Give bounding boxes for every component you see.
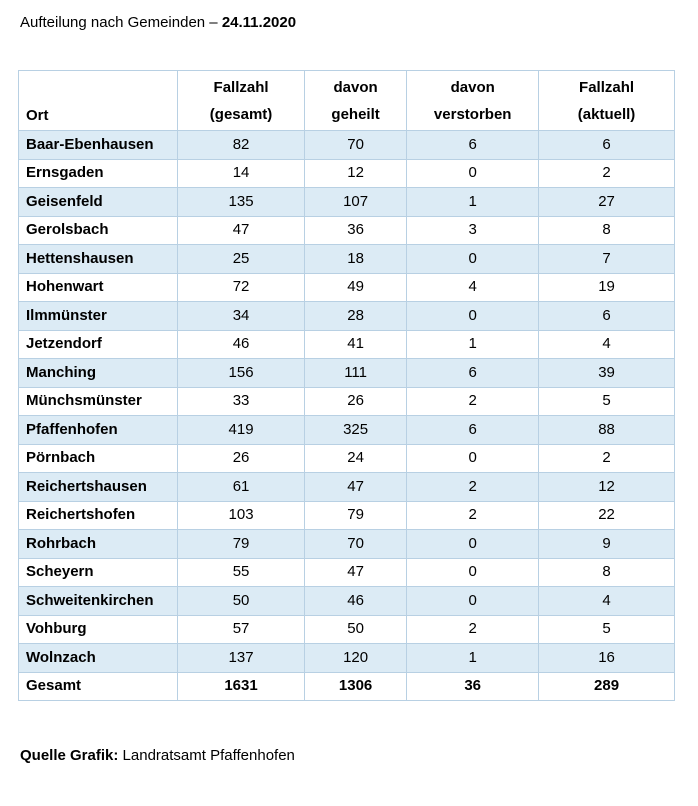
cell-gesamt: 82: [178, 131, 305, 160]
cell-verstorben: 4: [407, 273, 539, 302]
cell-verstorben: 2: [407, 473, 539, 502]
cell-verstorben: 6: [407, 131, 539, 160]
table-row: [19, 416, 675, 445]
cell-name: Wolnzach: [19, 644, 178, 673]
cell-gesamt: 25: [178, 245, 305, 274]
cell-aktuell: 27: [539, 188, 675, 217]
table-row: [19, 273, 675, 302]
cell-geheilt: 26: [304, 387, 406, 416]
cell-geheilt: 79: [304, 501, 406, 530]
source-text: Landratsamt Pfaffenhofen: [118, 747, 295, 764]
table-row: [19, 387, 675, 416]
cell-aktuell: 39: [539, 359, 675, 388]
cell-verstorben: 0: [407, 245, 539, 274]
cell-name: Jetzendorf: [19, 330, 178, 359]
cell-name: Vohburg: [19, 615, 178, 644]
cell-name: Schweitenkirchen: [19, 587, 178, 616]
cell-verstorben: 0: [407, 159, 539, 188]
cell-verstorben: 2: [407, 387, 539, 416]
cell-name: Scheyern: [19, 558, 178, 587]
cell-gesamt: 419: [178, 416, 305, 445]
cell-gesamt: 26: [178, 444, 305, 473]
cell-gesamt: 103: [178, 501, 305, 530]
cell-aktuell: 5: [539, 615, 675, 644]
source-label: Quelle Grafik:: [20, 747, 119, 764]
header-fallzahl-aktuell: Fallzahl (aktuell): [539, 71, 675, 131]
table-row: [19, 587, 675, 616]
table-row: [19, 359, 675, 388]
cell-gesamt: 72: [178, 273, 305, 302]
cell-name: Pfaffenhofen: [19, 416, 178, 445]
table-row: [19, 615, 675, 644]
cell-geheilt: 47: [304, 473, 406, 502]
cell-gesamt: 33: [178, 387, 305, 416]
cell-aktuell: 6: [539, 131, 675, 160]
cell-gesamt: 50: [178, 587, 305, 616]
cell-name: Gerolsbach: [19, 216, 178, 245]
cell-aktuell: 6: [539, 302, 675, 331]
cell-gesamt: 55: [178, 558, 305, 587]
cell-geheilt: 28: [304, 302, 406, 331]
table-row: [19, 302, 675, 331]
table-row: [19, 644, 675, 673]
cell-verstorben: 3: [407, 216, 539, 245]
table-row: [19, 330, 675, 359]
cell-geheilt: 12: [304, 159, 406, 188]
cell-geheilt: 70: [304, 530, 406, 559]
table-total-row: [19, 672, 675, 701]
header-ort: Ort: [19, 71, 178, 131]
cell-gesamt: 14: [178, 159, 305, 188]
table-row: [19, 444, 675, 473]
cell-verstorben: 36: [407, 672, 539, 701]
cell-geheilt: 47: [304, 558, 406, 587]
cell-gesamt: 79: [178, 530, 305, 559]
cell-geheilt: 49: [304, 273, 406, 302]
cell-name: Rohrbach: [19, 530, 178, 559]
table-row: [19, 530, 675, 559]
cell-name: Pörnbach: [19, 444, 178, 473]
cell-verstorben: 1: [407, 644, 539, 673]
cell-geheilt: 120: [304, 644, 406, 673]
cell-verstorben: 0: [407, 302, 539, 331]
cases-table: [18, 70, 675, 701]
table-header: [19, 71, 675, 131]
cell-aktuell: 16: [539, 644, 675, 673]
table-row: [19, 501, 675, 530]
cell-name: Hohenwart: [19, 273, 178, 302]
cell-verstorben: 0: [407, 530, 539, 559]
cell-geheilt: 107: [304, 188, 406, 217]
cell-name: Ernsgaden: [19, 159, 178, 188]
source-note: [20, 746, 295, 766]
cell-geheilt: 18: [304, 245, 406, 274]
cell-aktuell: 12: [539, 473, 675, 502]
heading-prefix: Aufteilung nach Gemeinden –: [20, 14, 222, 31]
table-row: [19, 188, 675, 217]
cell-geheilt: 50: [304, 615, 406, 644]
table-row: [19, 473, 675, 502]
cell-verstorben: 1: [407, 330, 539, 359]
cell-gesamt: 135: [178, 188, 305, 217]
cell-verstorben: 0: [407, 587, 539, 616]
cell-aktuell: 8: [539, 216, 675, 245]
table-row: [19, 216, 675, 245]
cell-geheilt: 36: [304, 216, 406, 245]
cell-gesamt: 46: [178, 330, 305, 359]
cell-verstorben: 6: [407, 416, 539, 445]
table-row: [19, 131, 675, 160]
cell-verstorben: 2: [407, 501, 539, 530]
cell-aktuell: 22: [539, 501, 675, 530]
cell-geheilt: 325: [304, 416, 406, 445]
table-row: [19, 159, 675, 188]
cell-gesamt: 1631: [178, 672, 305, 701]
cell-name: Reichertshausen: [19, 473, 178, 502]
cell-verstorben: 2: [407, 615, 539, 644]
cell-geheilt: 46: [304, 587, 406, 616]
header-fallzahl-gesamt: Fallzahl (gesamt): [178, 71, 305, 131]
header-geheilt: davon geheilt: [304, 71, 406, 131]
cell-geheilt: 111: [304, 359, 406, 388]
cell-aktuell: 19: [539, 273, 675, 302]
cell-verstorben: 0: [407, 558, 539, 587]
cell-aktuell: 2: [539, 159, 675, 188]
cell-gesamt: 137: [178, 644, 305, 673]
cell-aktuell: 289: [539, 672, 675, 701]
cell-gesamt: 57: [178, 615, 305, 644]
cell-aktuell: 8: [539, 558, 675, 587]
cell-geheilt: 24: [304, 444, 406, 473]
cell-aktuell: 4: [539, 587, 675, 616]
cell-aktuell: 5: [539, 387, 675, 416]
cell-aktuell: 2: [539, 444, 675, 473]
page-heading: [20, 13, 296, 33]
cell-geheilt: 1306: [304, 672, 406, 701]
cell-aktuell: 9: [539, 530, 675, 559]
cell-name: Reichertshofen: [19, 501, 178, 530]
cell-verstorben: 1: [407, 188, 539, 217]
cell-gesamt: 34: [178, 302, 305, 331]
cell-aktuell: 4: [539, 330, 675, 359]
cell-name: Geisenfeld: [19, 188, 178, 217]
cell-name: Manching: [19, 359, 178, 388]
cell-verstorben: 0: [407, 444, 539, 473]
table-row: [19, 245, 675, 274]
cell-name: Münchsmünster: [19, 387, 178, 416]
table-body: [19, 131, 675, 701]
header-verstorben: davon verstorben: [407, 71, 539, 131]
table-row: [19, 558, 675, 587]
cell-gesamt: 156: [178, 359, 305, 388]
cell-geheilt: 70: [304, 131, 406, 160]
cell-aktuell: 88: [539, 416, 675, 445]
cell-name: Baar-Ebenhausen: [19, 131, 178, 160]
cell-name: Gesamt: [19, 672, 178, 701]
cell-name: Hettenshausen: [19, 245, 178, 274]
heading-date: 24.11.2020: [221, 14, 297, 31]
cell-geheilt: 41: [304, 330, 406, 359]
cell-verstorben: 6: [407, 359, 539, 388]
cell-name: Ilmmünster: [19, 302, 178, 331]
cell-aktuell: 7: [539, 245, 675, 274]
cell-gesamt: 61: [178, 473, 305, 502]
cell-gesamt: 47: [178, 216, 305, 245]
